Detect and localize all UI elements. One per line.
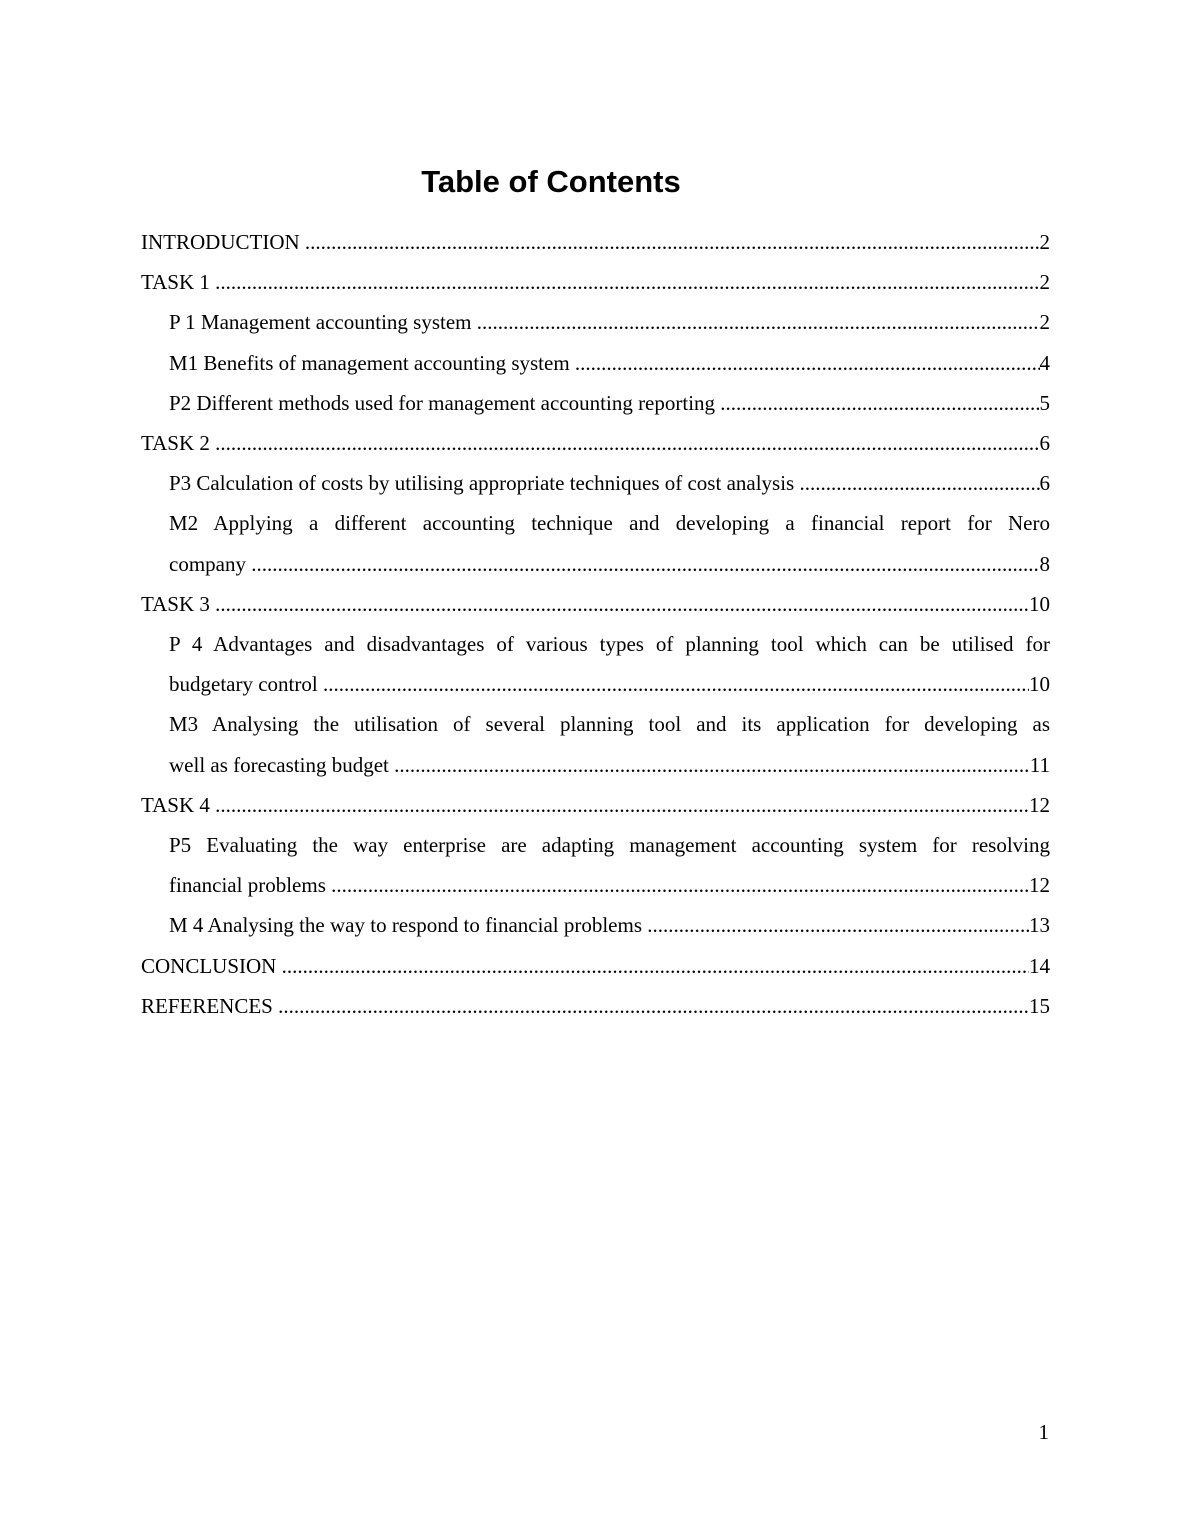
page-number: 1 xyxy=(1038,1420,1049,1444)
toc-entry[interactable] xyxy=(141,986,1050,1026)
toc-entry-page-number: 2 xyxy=(1039,270,1050,295)
toc-entry-page-number: 8 xyxy=(1039,551,1050,576)
toc-entry[interactable] xyxy=(141,584,1050,624)
toc-entry[interactable] xyxy=(141,946,1050,986)
toc-entry-text: M 4 Analysing the way to respond to financial problems ..... xyxy=(169,905,1029,945)
toc-entry[interactable] xyxy=(141,825,1050,905)
toc-entry-text: TASK 2 ..... xyxy=(141,423,1040,463)
toc-entry-page-number: 4 xyxy=(1039,350,1050,375)
toc-entry[interactable] xyxy=(141,704,1050,784)
toc-entry[interactable] xyxy=(141,302,1050,342)
toc-entry-text: budgetary control ..... xyxy=(169,664,1029,704)
toc-entry-text-line1: M3 Analysing the utilisation of several planning tool and its application for developing as xyxy=(169,712,1050,737)
toc-entry[interactable] xyxy=(141,905,1050,945)
toc-entry-page-number: 5 xyxy=(1039,390,1050,415)
toc-entry-text-line1: P 4 Advantages and disadvantages of various types of planning tool which can be utilised for xyxy=(169,632,1050,657)
toc-entry-text: P3 Calculation of costs by utilising appropriate techniques of cost analysis ..... xyxy=(169,463,1040,503)
toc-entry-page-number: 2 xyxy=(1039,310,1050,335)
toc-entry-page-number: 15 xyxy=(1029,993,1050,1018)
toc-entry-text: REFERENCES ..... xyxy=(141,986,1029,1026)
toc-entry[interactable] xyxy=(141,624,1050,704)
toc-entry-page-number: 2 xyxy=(1039,230,1050,254)
toc-entry-page-number: 6 xyxy=(1039,431,1050,456)
toc-entry-page-number: 11 xyxy=(1029,752,1050,777)
toc-entry-text: INTRODUCTION ..... xyxy=(141,222,1040,262)
toc-entry[interactable] xyxy=(141,463,1050,503)
toc-entry-page-number: 13 xyxy=(1029,913,1050,938)
toc-title: Table of Contents xyxy=(421,164,681,199)
toc-entry-text: company ..... xyxy=(169,544,1040,584)
toc-entry-page-number: 14 xyxy=(1029,953,1050,978)
toc-entry[interactable] xyxy=(141,343,1050,383)
toc-entry-text: well as forecasting budget ..... xyxy=(169,745,1030,785)
toc-entry[interactable] xyxy=(141,423,1050,463)
toc-entry-text: financial problems ..... xyxy=(169,865,1029,905)
toc-entry-text: TASK 1 ..... xyxy=(141,262,1040,302)
toc-entry-page-number: 12 xyxy=(1029,792,1050,817)
toc-entry[interactable] xyxy=(141,785,1050,825)
toc-entry-page-number: 6 xyxy=(1039,471,1050,496)
toc-entry-page-number: 12 xyxy=(1029,873,1050,898)
toc-list xyxy=(141,222,1050,1026)
toc-entry-text-line1: M2 Applying a different accounting technique and developing a financial report for Nero xyxy=(169,511,1050,536)
toc-entry[interactable] xyxy=(141,383,1050,423)
toc-entry-text-line1: P5 Evaluating the way enterprise are adapting management accounting system for resolving xyxy=(169,833,1050,858)
toc-entry[interactable] xyxy=(141,503,1050,583)
toc-entry-text: TASK 3 ..... xyxy=(141,584,1029,624)
toc-entry-text: M1 Benefits of management accounting system ..... xyxy=(169,343,1040,383)
toc-entry[interactable] xyxy=(141,222,1050,262)
toc-entry[interactable] xyxy=(141,262,1050,302)
toc-entry-text: CONCLUSION ..... xyxy=(141,946,1029,986)
toc-entry-text: P 1 Management accounting system ..... xyxy=(169,302,1040,342)
toc-entry-page-number: 10 xyxy=(1029,591,1050,616)
toc-entry-text: P2 Different methods used for management accounting reporting ..... xyxy=(169,383,1040,423)
toc-entry-page-number: 10 xyxy=(1029,672,1050,697)
toc-entry-text: TASK 4 ..... xyxy=(141,785,1029,825)
